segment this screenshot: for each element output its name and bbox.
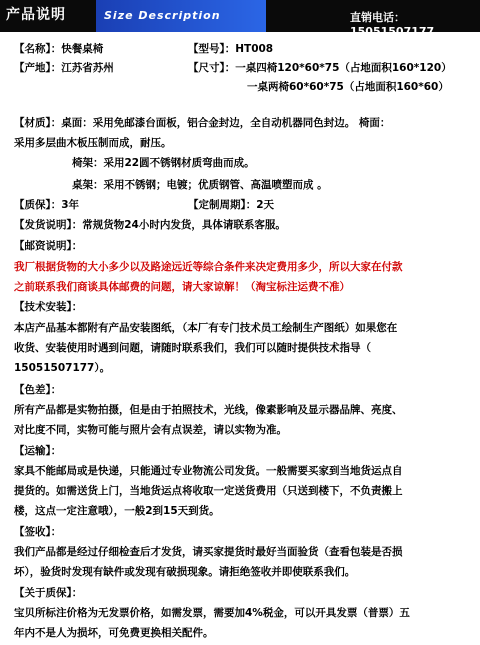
transport-label: 【运输】： [14, 445, 62, 457]
header-subtitle: Size Description [104, 9, 221, 22]
install-line-1: 本店产品基本都附有产品安装图纸，（本厂有专门技术员工绘制生产图纸）如果您在 [14, 322, 398, 334]
size-value-2: 一桌两椅60*60*75（占地面积160*60） [247, 81, 449, 93]
header-title: 产品说明 [6, 7, 66, 23]
warranty-row [14, 199, 79, 212]
header-subtitle-banner [96, 0, 266, 32]
material-line-1: 桌面：采用免邮漆台面板，铝合金封边，全自动机器同色封边。 椅面： [61, 117, 391, 129]
warranty-label: 【质保】： [14, 199, 62, 211]
material-line-3: 椅架：采用22圆不锈钢材质弯曲而成。 [72, 157, 255, 169]
custom-cycle-value: 2天 [256, 199, 275, 211]
name-value: 快餐桌椅 [61, 43, 104, 55]
transport-line-1: 家具不能邮局或是快递，只能通过专业物流公司发货。一般需要买家到当地货运点自 [14, 465, 403, 477]
color-label: 【色差】： [14, 384, 62, 396]
color-line-2: 对比度不同，实物可能与照片会有点误差，请以实物为准。 [14, 424, 287, 436]
after-warranty-label: 【关于质保】： [14, 587, 83, 599]
header-bar [0, 0, 480, 38]
origin-row [14, 62, 114, 75]
material-line-2: 采用多层曲木板压制而成，耐压。 [14, 137, 172, 149]
model-row [188, 43, 273, 56]
after-warranty-line-2: 年内不是人为损坏，可免费更换相关配件。 [14, 627, 214, 639]
size-value-1: 一桌四椅120*60*75（占地面积160*120） [235, 62, 452, 74]
material-line-4: 桌架：采用不锈钢；电镀；优质钢管、高温喷塑而成 。 [72, 179, 328, 191]
origin-value: 江苏省苏州 [61, 62, 114, 74]
install-line-3: 15051507177）。 [14, 362, 111, 374]
install-line-2: 收货、安装使用时遇到问题，请随时联系我们，我们可以随时提供技术指导（ [14, 342, 371, 354]
shipping-label: 【发货说明】： [14, 219, 83, 231]
postage-label: 【邮资说明】： [14, 240, 83, 252]
install-label: 【技术安装】： [14, 301, 83, 313]
warranty-value: 3年 [61, 199, 80, 211]
size-label: 【尺寸】： [188, 62, 236, 74]
custom-cycle-label: 【定制周期】： [188, 199, 257, 211]
hotline [350, 9, 480, 38]
name-row [14, 43, 103, 56]
name-label: 【名称】： [14, 43, 62, 55]
model-value: HT008 [235, 43, 274, 55]
size-row [188, 62, 452, 75]
receipt-label: 【签收】： [14, 526, 62, 538]
hotline-number: 15051507177 [350, 25, 435, 38]
after-warranty-line-1: 宝贝所标注价格为无发票价格，如需发票，需要加4%税金，可以开具发票（普票）五 [14, 607, 410, 619]
postage-line-2: 之前联系我们商谈具体邮费的问题，请大家谅解！（淘宝标注运费不准） [14, 281, 350, 293]
hotline-label: 直销电话： [350, 11, 405, 24]
shipping-text: 常规货物24小时内发货，具体请联系客服。 [82, 219, 286, 231]
postage-line-1: 我厂根据货物的大小多少以及路途远近等综合条件来决定费用多少，所以大家在付款 [14, 261, 403, 273]
receipt-line-1: 我们产品都是经过仔细检查后才发货，请买家提货时最好当面验货（查看包装是否损 [14, 546, 403, 558]
custom-cycle-row [188, 199, 274, 212]
transport-line-3: 楼，这点一定注意哦），一般2到15天到货。 [14, 505, 220, 517]
shipping-row [14, 219, 286, 232]
transport-line-2: 提货的。如需送货上门，当地货运点将收取一定送货费用（只送到楼下，不负责搬上 [14, 485, 403, 497]
model-label: 【型号】： [188, 43, 236, 55]
material-row-1 [14, 117, 390, 130]
receipt-line-2: 坏），验货时发现有缺件或发现有破损现象。请拒绝签收并即使联系我们。 [14, 566, 356, 578]
material-label: 【材质】： [14, 117, 62, 129]
origin-label: 【产地】： [14, 62, 62, 74]
color-line-1: 所有产品都是实物拍摄，但是由于拍照技术，光线，像素影响及显示器品牌、亮度、 [14, 404, 403, 416]
